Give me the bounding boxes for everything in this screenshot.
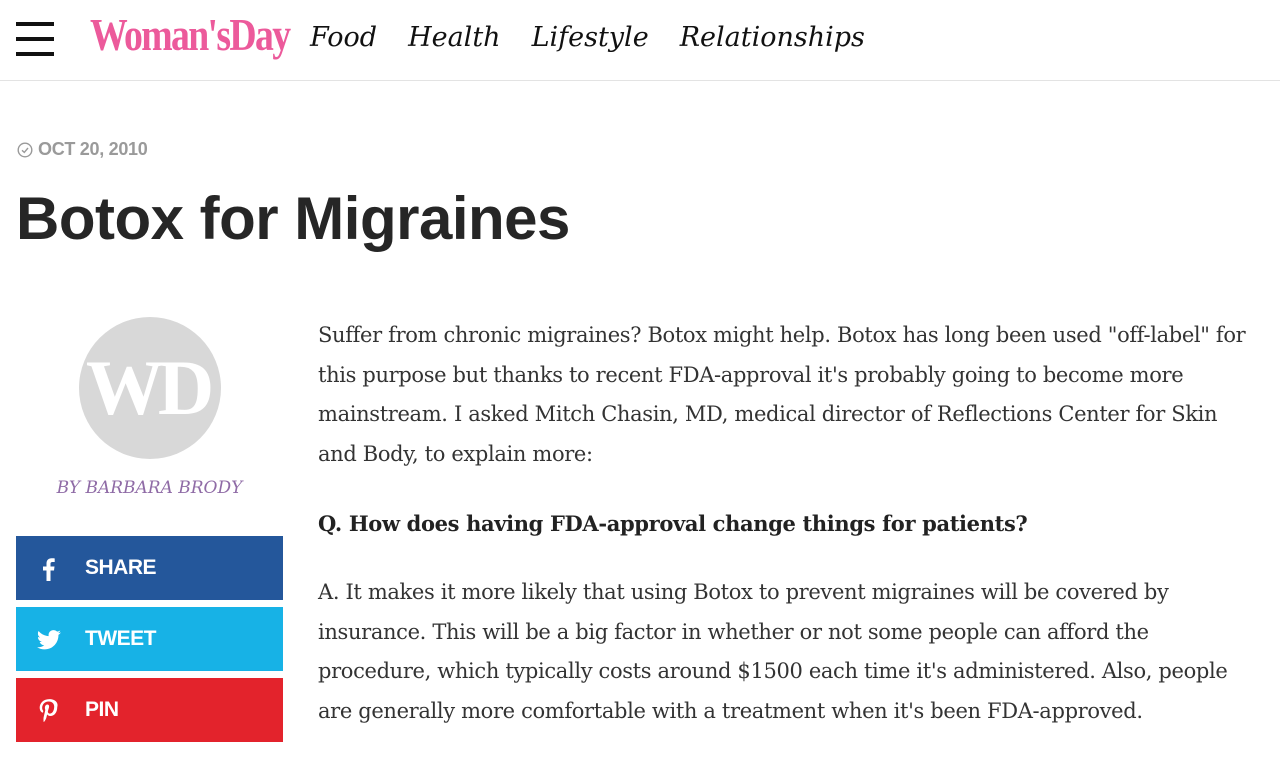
article-paragraph-answer: A. It makes it more likely that using Botox to prevent migraines will be covered by insurance. This will be a big factor in whether or not some people can afford the procedure, which typically costs around $1500 each time it's administered. Also, people are generally more comfortable with a treatment when it's been FDA-approved. [318,580,1228,723]
publish-date [17,139,147,160]
twitter-tweet-label: TWEET [85,627,156,650]
twitter-bird-icon [36,627,62,653]
hamburger-menu-icon[interactable] [16,22,54,56]
main-nav [310,22,896,53]
article-title: Botox for Migraines [16,185,570,252]
article-paragraph-intro: Suffer from chronic migraines? Botox might help. Botox has long been used "off-label" for this purpose but thanks to recent FDA-approval it's probably going to become more mainstream. I asked Mitch Chasin, MD, medical director of Reflections Center for Skin and Body, to explain more: [318,323,1246,466]
facebook-icon [36,556,62,582]
nav-item-health[interactable]: Health [408,22,501,53]
avatar-initials: WD [85,344,209,431]
nav-item-food[interactable]: Food [310,22,378,53]
facebook-share-label: SHARE [85,556,157,579]
author-avatar [79,317,221,459]
nav-item-lifestyle[interactable]: Lifestyle [531,22,649,53]
article-question: Q. How does having FDA-approval change things for patients? [318,511,1028,536]
author-byline[interactable]: BY BARBARA BRODY [56,478,243,498]
pinterest-pin-label: PIN [85,698,119,721]
pinterest-icon [36,698,62,724]
twitter-tweet-button[interactable] [16,607,283,671]
site-logo[interactable]: Woman'sDay [90,9,290,60]
clock-icon [17,142,33,158]
date-text: OCT 20, 2010 [38,139,148,159]
facebook-share-button[interactable] [16,536,283,600]
pinterest-pin-button[interactable] [16,678,283,742]
nav-item-relationships[interactable]: Relationships [679,22,865,53]
site-header [0,0,1280,81]
article-body [318,316,1248,763]
